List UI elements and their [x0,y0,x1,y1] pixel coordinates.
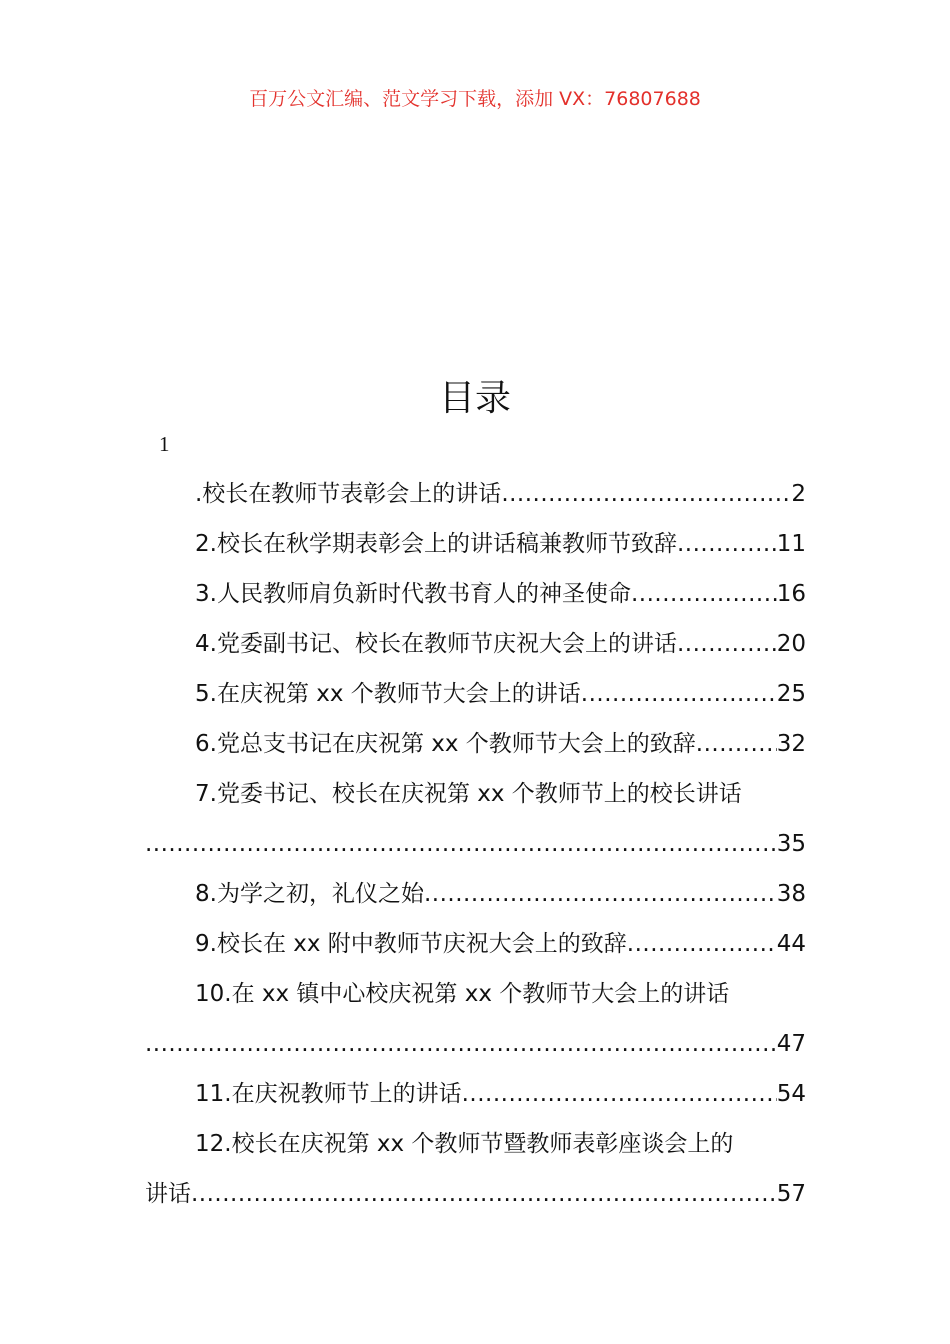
dot-leader [501,476,791,512]
toc-entry-page: 32 [776,731,806,757]
toc-entry-title: 9.校长在 xx 附中教师节庆祝大会上的致辞 [195,931,627,957]
toc-entry-page: 35 [776,831,806,857]
toc-entry-title: 5.在庆祝第 xx 个教师节大会上的讲话 [195,681,581,707]
watermark-header: 百万公文汇编、范文学习下载，添加 VX：76807688 [249,88,701,110]
toc-entry-title: 2.校长在秋学期表彰会上的讲话稿兼教师节致辞 [195,531,677,557]
page-title: 目录 [438,378,511,419]
dot-leader [696,726,777,762]
toc-entry-title-continued: 讲话 [145,1181,191,1207]
toc-entry-title: 7.党委书记、校长在庆祝第 xx 个教师节上的校长讲话 [195,781,742,807]
toc-entry[interactable] [145,876,806,926]
dot-leader [677,626,777,662]
toc-entry-title: 3.人民教师肩负新时代教书育人的神圣使命 [195,581,631,607]
toc-entry-title: 8.为学之初，礼仪之始 [195,881,424,907]
toc-entry-page: 57 [776,1181,806,1207]
toc-entry[interactable] [145,576,806,626]
toc-entry[interactable] [145,976,806,1076]
dot-leader [424,876,777,912]
dot-leader [627,926,777,962]
toc-entry-title: 4.党委副书记、校长在教师节庆祝大会上的讲话 [195,631,677,657]
toc-entry-page: 38 [776,881,806,907]
toc-entry-page: 47 [776,1031,806,1057]
toc-entry-page: 44 [776,931,806,957]
dot-leader [581,676,777,712]
toc-entry[interactable] [145,476,806,526]
toc-entry-title: .校长在教师节表彰会上的讲话 [195,481,502,507]
toc-entry-title: 11.在庆祝教师节上的讲话 [195,1081,462,1107]
toc-entry[interactable] [145,776,806,876]
stray-number: 1 [159,432,170,456]
toc-entry[interactable] [145,1076,806,1126]
toc-entry[interactable] [145,926,806,976]
toc-entry-page: 25 [776,681,806,707]
dot-leader [191,1176,777,1212]
toc-entry-title: 12.校长在庆祝第 xx 个教师节暨教师表彰座谈会上的 [195,1131,734,1157]
dot-leader [677,526,777,562]
toc-entry[interactable] [145,1126,806,1226]
toc-entry[interactable] [145,626,806,676]
toc-entry-page: 2 [791,481,806,507]
dot-leader [145,826,777,862]
toc-entry-page: 16 [776,581,806,607]
toc-entry-page: 20 [776,631,806,657]
dot-leader [145,1026,777,1062]
toc-entry-title: 6.党总支书记在庆祝第 xx 个教师节大会上的致辞 [195,731,696,757]
toc-entry[interactable] [145,726,806,776]
table-of-contents [145,476,806,1226]
toc-entry-title: 10.在 xx 镇中心校庆祝第 xx 个教师节大会上的讲话 [195,981,730,1007]
dot-leader [462,1076,777,1112]
dot-leader [631,576,777,612]
toc-entry-page: 11 [776,531,806,557]
toc-entry-page: 54 [776,1081,806,1107]
toc-entry[interactable] [145,676,806,726]
toc-entry[interactable] [145,526,806,576]
